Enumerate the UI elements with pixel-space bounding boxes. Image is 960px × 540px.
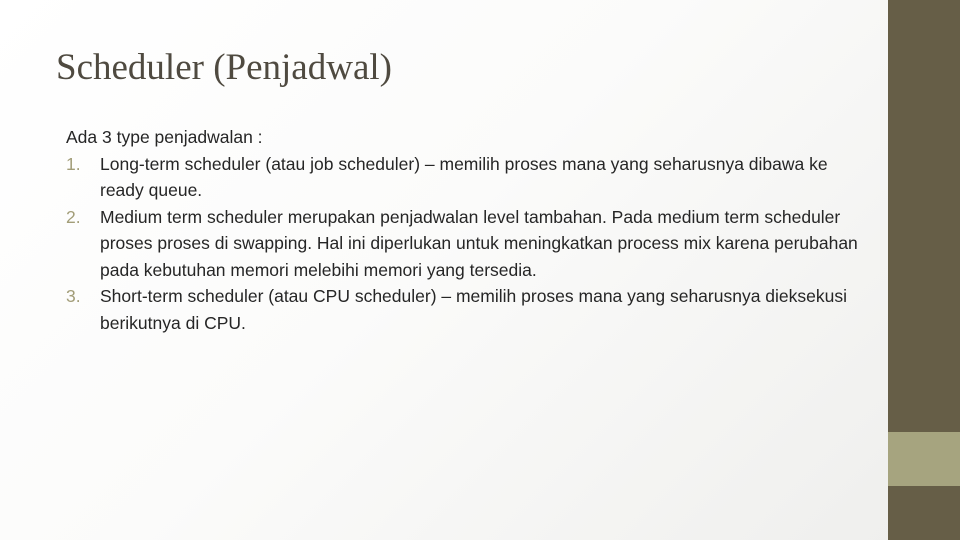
side-bar-accent-block — [888, 432, 960, 486]
list-item-text: Long-term scheduler (atau job scheduler) – memilih proses mana yang seharusnya dibawa ke ready queue. — [100, 153, 828, 200]
scheduler-list — [66, 151, 866, 337]
list-item-number: 1. — [66, 153, 81, 174]
intro-text: Ada 3 type penjadwalan : — [66, 127, 263, 147]
list-item — [66, 283, 866, 336]
list-item-text: Short-term scheduler (atau CPU scheduler) – memilih proses mana yang seharusnya dieksekusi berikutnya di CPU. — [100, 286, 848, 333]
list-item-number: 2. — [66, 206, 81, 227]
list-item — [66, 204, 866, 284]
list-item-number: 3. — [66, 286, 81, 306]
slide-body — [66, 124, 866, 336]
slide-title: Scheduler (Penjadwal) — [56, 47, 392, 88]
list-item-text: Medium term scheduler merupakan penjadwalan level tambahan. Pada medium term scheduler proses proses di swapping. Hal ini diperlukan untuk meningkatkan process mix karena perubahan pada kebutuhan memori melebihi memori yang tersedia. — [100, 206, 858, 280]
list-item — [66, 151, 866, 204]
